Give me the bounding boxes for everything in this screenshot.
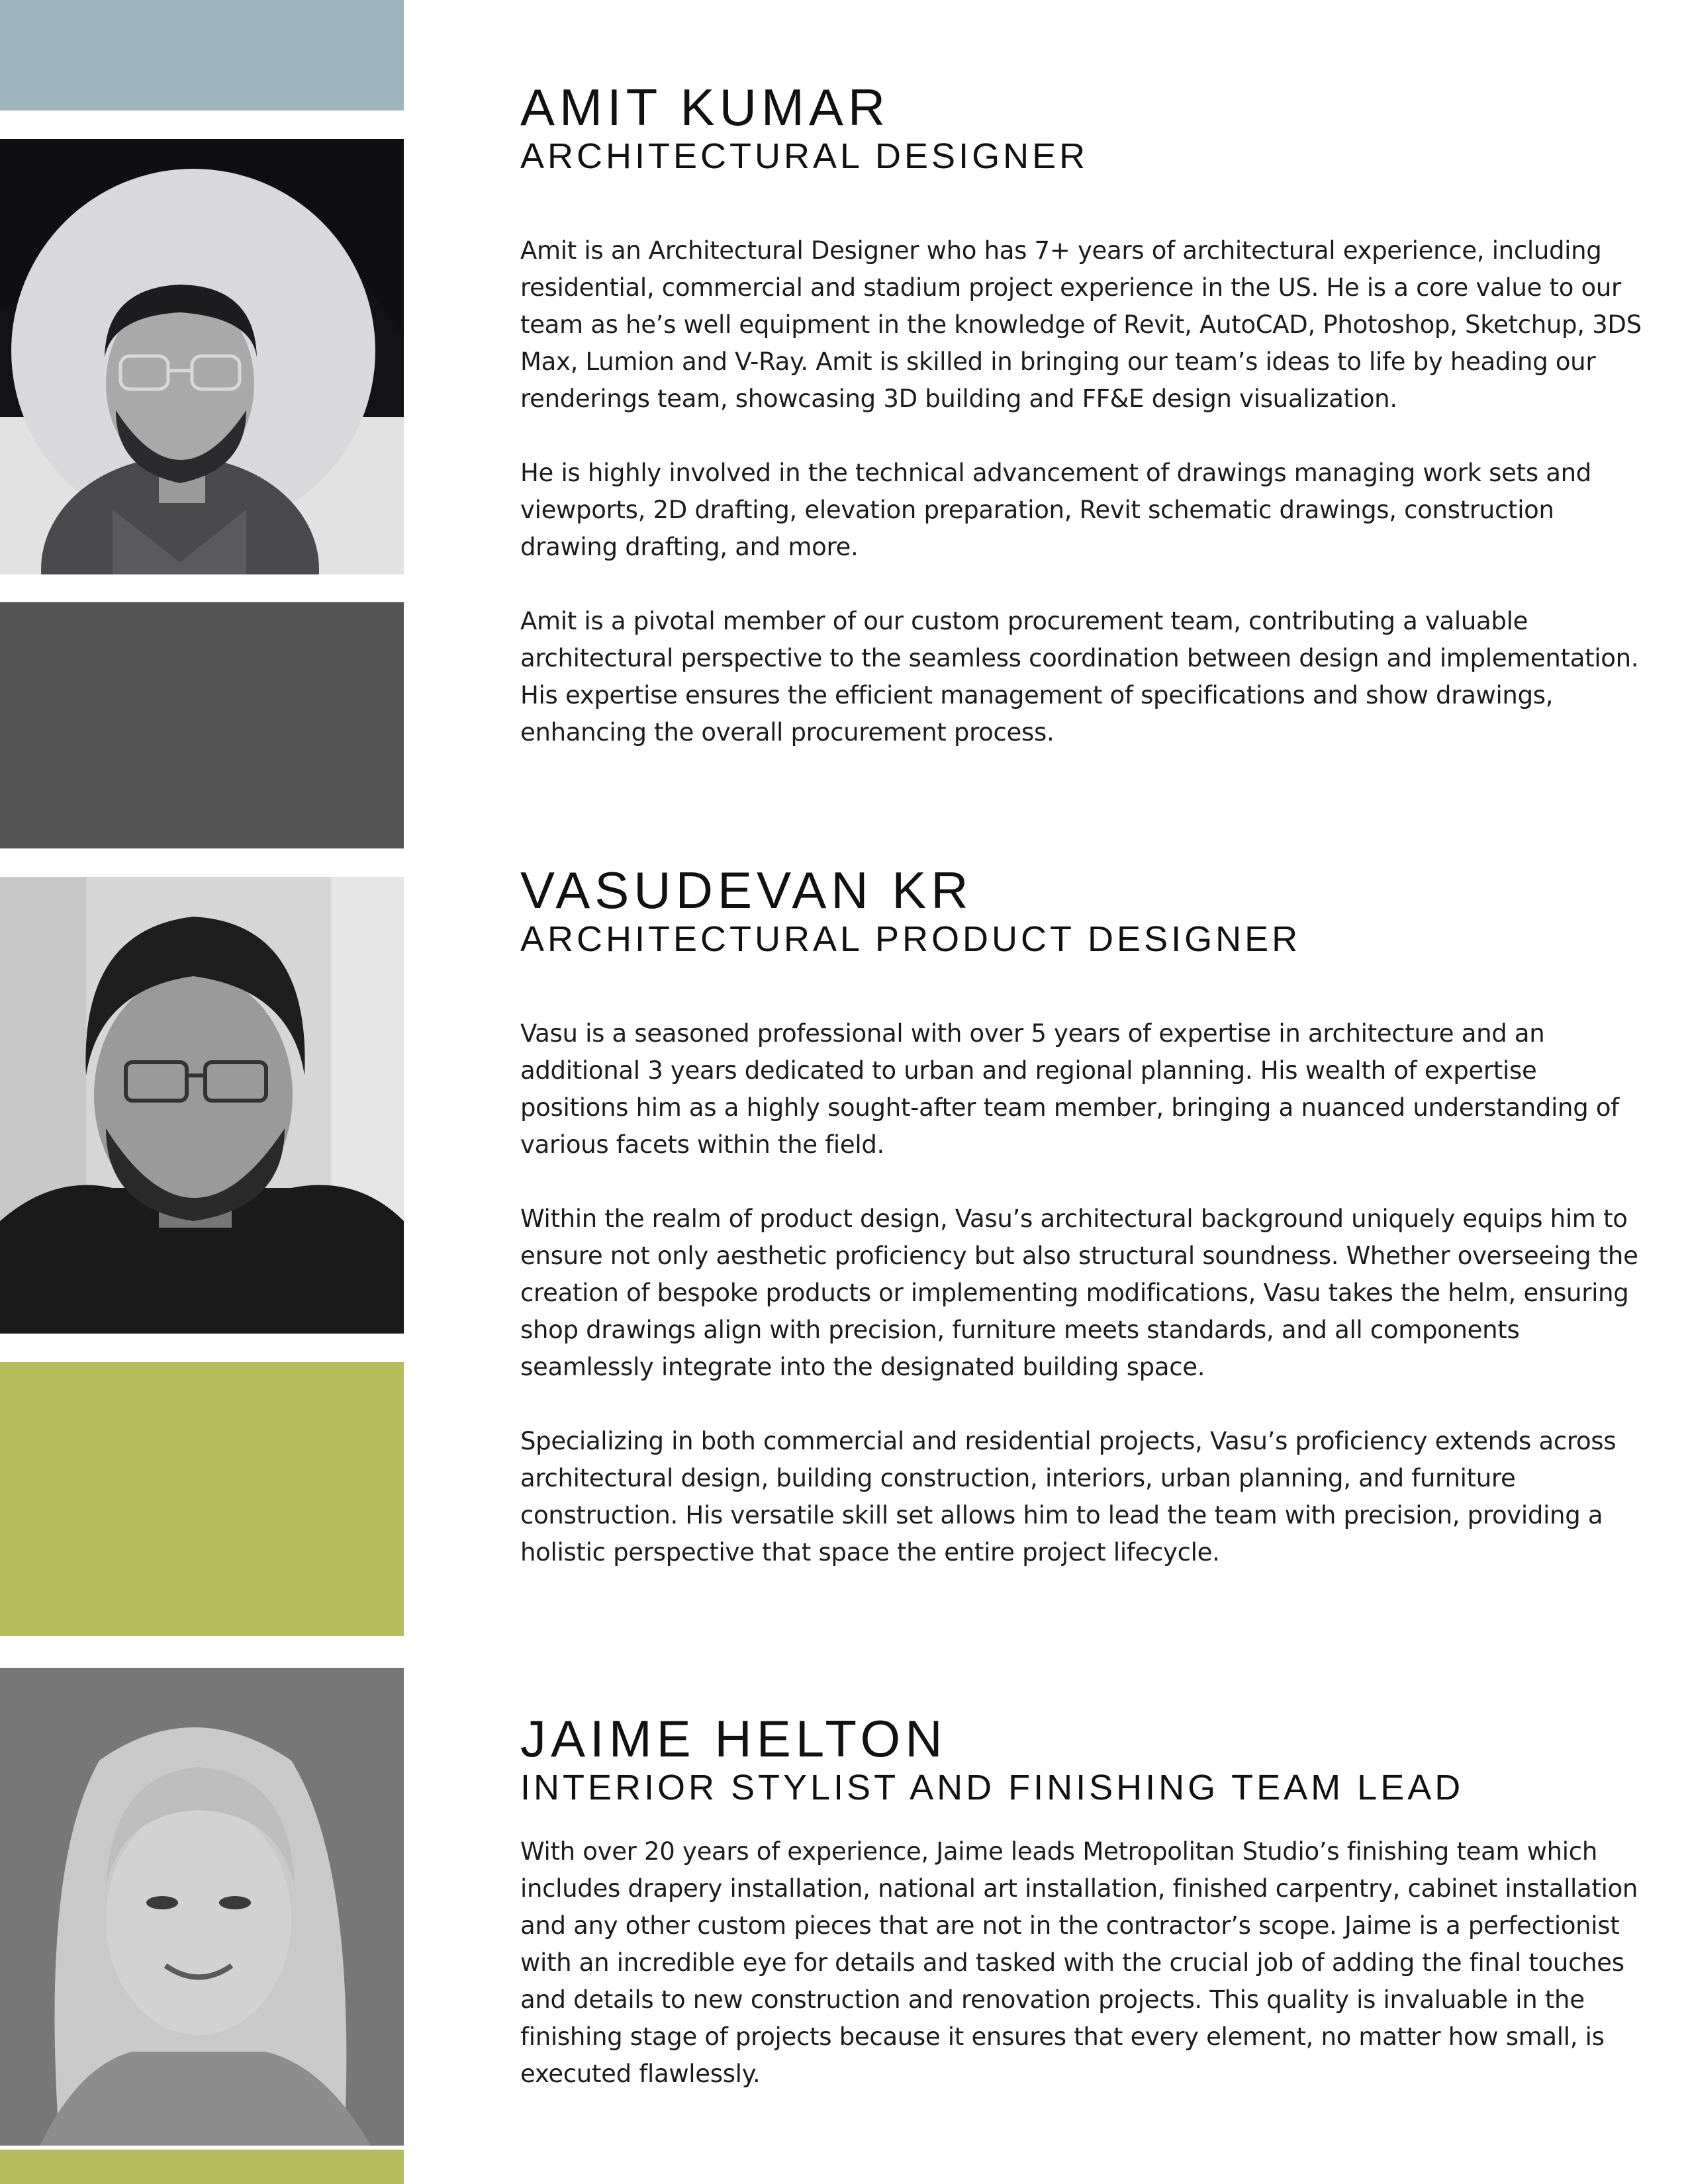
olive-block-bottom (0, 2150, 404, 2184)
profile-title: ARCHITECTURAL DESIGNER (520, 136, 1089, 177)
bio-paragraph: He is highly involved in the technical advancement of drawings managing work sets and viewports, 2D drafting, elevation preparation, Revit schematic drawings, construction drawing drafting, and more. (520, 459, 1591, 562)
profile-amit-kumar (520, 79, 1646, 751)
blue-gray-block (0, 0, 404, 111)
bio-paragraph: Amit is a pivotal member of our custom procurement team, contributing a valuable architectural perspective to the seamless coordination between design and implementation. His expertise ensures the efficient management of specifications and show drawings, enhancing the overall procurement process. (520, 607, 1639, 747)
olive-block (0, 1362, 404, 1636)
profile-vasudevan-kr (520, 862, 1646, 1571)
profile-name: JAIME HELTON (520, 1709, 947, 1768)
bio-paragraph: Amit is an Architectural Designer who has 7+ years of architectural experience, including residential, commercial and stadium project experience in the US. He is a core value to our team as he’s well equipment in the knowledge of Revit, AutoCAD, Photoshop, Sketchup, 3DS Max, Lumion and V-Ray. Amit is skilled in bringing our team’s ideas to life by heading our renderings team, showcasing 3D building and FF&E design visualization. (520, 236, 1642, 414)
amit-kumar-photo (0, 139, 404, 574)
profile-bio (520, 1833, 1646, 2093)
bio-paragraph: Specializing in both commercial and residential projects, Vasu’s proficiency extends across architectural design, building construction, interiors, urban planning, and furniture construction. His versatile skill set allows him to lead the team with precision, providing a holistic perspective that space the entire project lifecycle. (520, 1427, 1617, 1567)
profile-bio (520, 1015, 1646, 1571)
bio-paragraph: Vasu is a seasoned professional with over 5 years of expertise in architecture and an additional 3 years dedicated to urban and regional planning. His wealth of expertise positions him as a highly sought-after team member, bringing a nuanced understanding of various facets within the field. (520, 1019, 1619, 1160)
profile-name: VASUDEVAN KR (520, 861, 973, 919)
profile-title: INTERIOR STYLIST AND FINISHING TEAM LEAD (520, 1768, 1464, 1808)
profile-title: ARCHITECTURAL PRODUCT DESIGNER (520, 919, 1301, 960)
profile-name: AMIT KUMAR (520, 78, 890, 136)
bio-paragraph: Within the realm of product design, Vasu’s architectural background uniquely equips him to ensure not only aesthetic proficiency but also structural soundness. Whether overseeing the creation of bespoke products or implementing modifications, Vasu takes the helm, ensuring shop drawings align with precision, furniture meets standards, and all components seamlessly integrate into the designated building space. (520, 1205, 1638, 1382)
vasudevan-kr-photo (0, 877, 404, 1334)
profile-jaime-helton (520, 1711, 1646, 2093)
bio-paragraph: With over 20 years of experience, Jaime leads Metropolitan Studio’s finishing team which includes drapery installation, national art installation, finished carpentry, cabinet installation and any other custom pieces that are not in the contractor’s scope. Jaime is a perfectionist with an incredible eye for details and tasked with the crucial job of adding the final touches and details to new construction and renovation projects. This quality is invaluable in the finishing stage of projects because it ensures that every element, no matter how small, is executed flawlessly. (520, 1837, 1638, 2089)
jaime-helton-photo (0, 1668, 404, 2146)
profile-bio (520, 232, 1646, 751)
dark-gray-block (0, 602, 404, 848)
